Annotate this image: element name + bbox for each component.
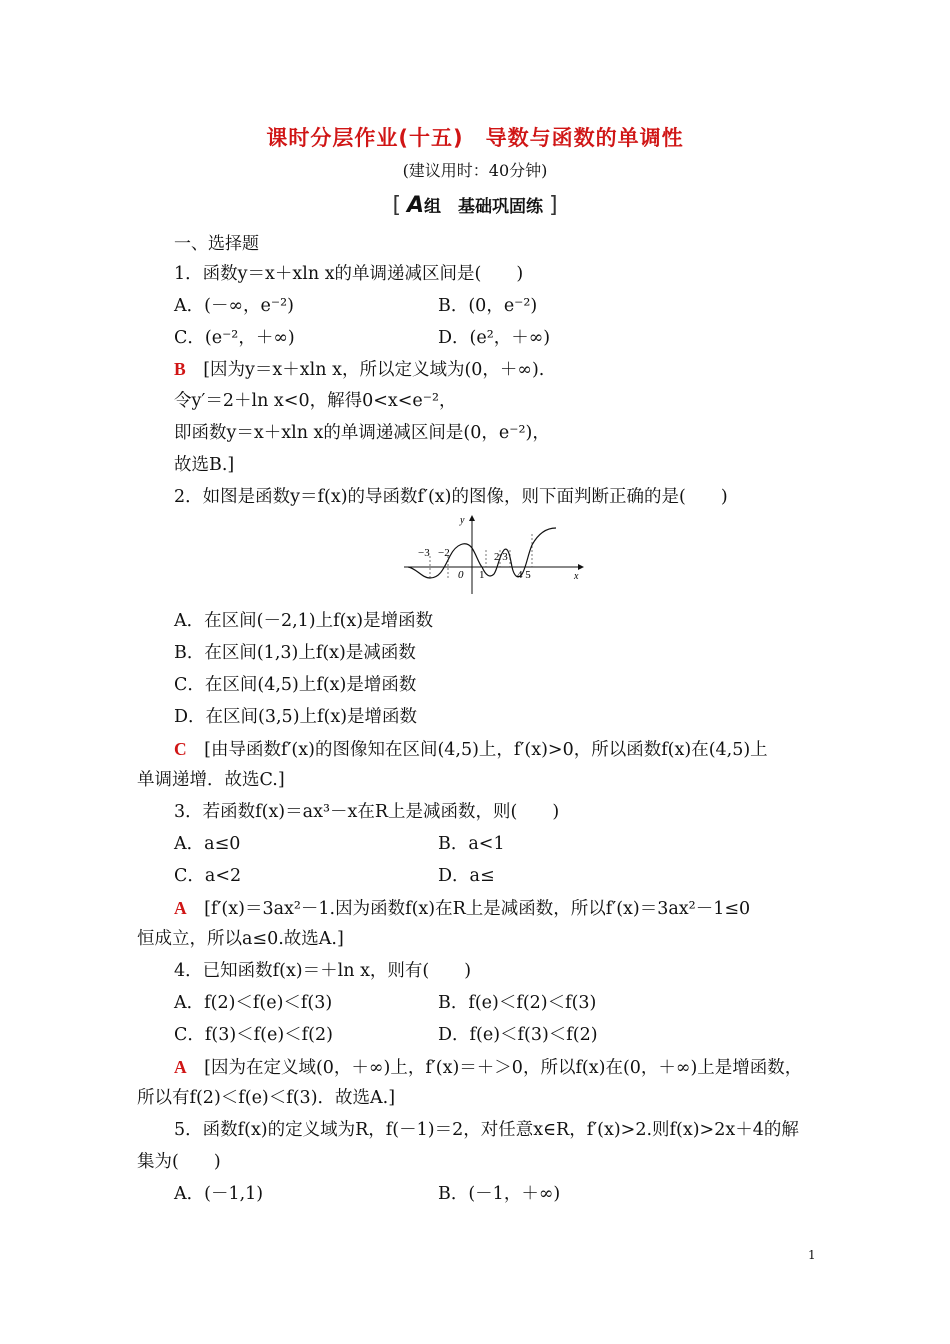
question-1-stem: 1．函数y＝x＋xln x的单调递减区间是( ) xyxy=(174,264,524,284)
question-5-stem-line-2: 集为( ) xyxy=(137,1152,221,1172)
question-3-option-a: A．a≤0 xyxy=(174,834,241,854)
question-4-exp-text: [因为在定义域(0，＋∞)上，f′(x)＝＋＞0，所以f(x)在(0，＋∞)上是增函数， xyxy=(204,1058,803,1078)
question-4-option-b: B．f(e)＜f(2)＜f(3) xyxy=(438,993,597,1013)
question-4-explanation-line-1 xyxy=(174,1055,802,1080)
question-3-answer: A xyxy=(174,898,187,918)
question-5-option-a: A．(－1,1) xyxy=(174,1184,264,1204)
question-2-option-a: A．在区间(－2,1)上f(x)是增函数 xyxy=(174,611,434,631)
graph-label-neg3: −3 xyxy=(418,547,430,559)
question-2-explanation-line-2: 单调递增．故选C.] xyxy=(137,770,285,790)
question-3-explanation-line-1 xyxy=(174,896,750,921)
question-1-explanation-line-2: 令y′＝2＋ln x<0，解得0<x<e⁻²， xyxy=(174,391,457,411)
question-3-option-b: B．a<1 xyxy=(438,834,505,854)
question-4-option-d: D．f(e)＜f(3)＜f(2) xyxy=(438,1025,598,1045)
graph-label-zero: 0 xyxy=(458,569,464,581)
question-4-option-a: A．f(2)＜f(e)＜f(3) xyxy=(174,993,333,1013)
question-2-option-b: B．在区间(1,3)上f(x)是减函数 xyxy=(174,643,416,663)
graph-label-x: x xyxy=(574,571,579,582)
question-1-option-c: C．(e⁻²，＋∞) xyxy=(174,328,295,348)
derivative-graph xyxy=(400,512,590,596)
question-1-explanation-line-1 xyxy=(174,357,544,382)
question-1-explanation-line-3: 即函数y＝x＋xln x的单调递减区间是(0，e⁻²)， xyxy=(174,423,550,443)
question-2-stem: 2．如图是函数y＝f(x)的导函数f′(x)的图像，则下面判断正确的是( ) xyxy=(174,487,728,507)
question-1-answer: B xyxy=(174,359,186,379)
graph-label-neg2: −2 xyxy=(438,547,450,559)
question-3-explanation-line-2: 恒成立，所以a≤0.故选A.] xyxy=(137,929,344,949)
graph-label-one: 1 xyxy=(479,569,485,581)
question-5-option-b: B．(－1，＋∞) xyxy=(438,1184,561,1204)
question-5-stem-line-1: 5．函数f(x)的定义域为R，f(－1)＝2，对任意x∈R，f′(x)>2.则f(x)>2x＋4的解 xyxy=(174,1120,799,1140)
question-4-stem: 4．已知函数f(x)＝＋ln x，则有( ) xyxy=(174,961,472,981)
question-3-stem: 3．若函数f(x)＝ax³－x在R上是减函数，则( ) xyxy=(174,802,560,822)
question-2-option-c: C．在区间(4,5)上f(x)是增函数 xyxy=(174,675,417,695)
time-hint: (建议用时：40分钟) xyxy=(402,161,548,180)
page-number: 1 xyxy=(808,1248,816,1262)
group-heading xyxy=(0,192,950,218)
graph-label-four-five: 4 5 xyxy=(517,569,531,581)
question-1-option-a: A．(－∞，e⁻²) xyxy=(174,296,294,316)
group-bracket-right: ] xyxy=(548,193,558,218)
graph-label-y: y xyxy=(460,515,465,526)
question-1-option-d: D．(e²，＋∞) xyxy=(438,328,551,348)
question-3-option-c: C．a<2 xyxy=(174,866,242,886)
group-letter: A xyxy=(406,193,425,218)
question-2-exp-text: [由导函数f′(x)的图像知在区间(4,5)上，f′(x)>0，所以函数f(x)在(4,5)上 xyxy=(204,740,768,760)
question-3-option-d: D．a≤ xyxy=(438,866,495,886)
question-3-exp-text: [f′(x)＝3ax²－1.因为函数f(x)在R上是减函数，所以f′(x)＝3ax²－1≤0 xyxy=(204,899,751,919)
question-4-explanation-line-2: 所以有f(2)＜f(e)＜f(3)．故选A.] xyxy=(137,1088,396,1108)
group-label: 组 基础巩固练 xyxy=(424,197,544,217)
question-1-explanation-line-4: 故选B.] xyxy=(174,455,235,475)
question-2-option-d: D．在区间(3,5)上f(x)是增函数 xyxy=(174,707,418,727)
page-title: 课时分层作业(十五) 导数与函数的单调性 xyxy=(266,126,684,150)
graph-label-two-three: 2 3 xyxy=(494,551,508,563)
question-1-option-b: B．(0，e⁻²) xyxy=(438,296,538,316)
question-2-explanation-line-1 xyxy=(174,737,768,762)
group-bracket-left: [ xyxy=(392,193,402,218)
question-1-exp-text: [因为y＝x＋xln x，所以定义域为(0，＋∞). xyxy=(203,360,545,380)
section-title: 一、选择题 xyxy=(174,234,259,254)
question-4-option-c: C．f(3)＜f(e)＜f(2) xyxy=(174,1025,333,1045)
question-4-answer: A xyxy=(174,1057,187,1077)
question-2-answer: C xyxy=(174,739,187,759)
